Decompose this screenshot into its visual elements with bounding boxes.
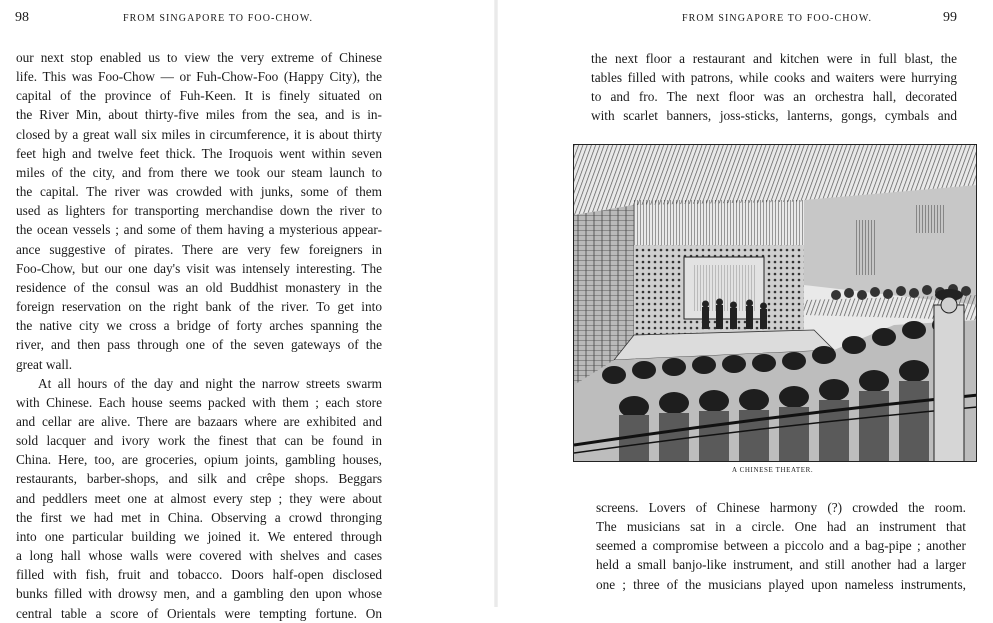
text-line: the ocean vessels ; and some of them having a mysterious appear- <box>16 222 382 238</box>
text-line: foreign reservation on the right bank of the river. To get into <box>16 299 382 315</box>
running-head: FROM SINGAPORE TO FOO-CHOW. <box>682 13 873 24</box>
body-text-bottom <box>596 498 966 594</box>
text-line: sold lacquer and ivory work the finest that can be found in <box>16 433 382 449</box>
text-line: our next stop enabled us to view the very extreme of Chinese <box>16 50 382 65</box>
page-number: 98 <box>15 10 29 25</box>
text-line: feet high and twelve feet thick. The Iroquois went within seven <box>16 145 382 161</box>
text-line: with Chinese. Each house seems packed with them ; each store <box>16 394 382 410</box>
text-line: one ; three of the musicians played upon nameless instruments, <box>596 576 966 592</box>
paragraph-1 <box>16 48 382 374</box>
right-page <box>497 0 993 607</box>
text-line: capital of the province of Fuh-Keen. It is finely situated on <box>16 88 382 104</box>
chinese-theater-engraving <box>573 144 977 462</box>
text-line: the native city we cross a bridge of forty arches spanning the <box>16 318 382 334</box>
paragraph-2 <box>16 374 382 623</box>
text-line: filled with fish, fruit and tobacco. Doors half-open disclosed <box>16 567 382 583</box>
text-line: closed by a great wall six miles in circumference, it is about thirty <box>16 126 382 142</box>
text-line: screens. Lovers of Chinese harmony (?) crowded the room. <box>596 500 966 515</box>
running-head: FROM SINGAPORE TO FOO-CHOW. <box>123 13 314 24</box>
text-line: with scarlet banners, joss-sticks, lanterns, gongs, cymbals and <box>591 108 957 124</box>
text-line: China. Here, too, are groceries, opium joints, gambling houses, <box>16 452 382 468</box>
text-line: and cellar are alive. There are bazaars where are exhibited and <box>16 413 382 429</box>
text-line: the next floor a restaurant and kitchen were in full blast, the <box>591 51 957 66</box>
text-line: great wall. <box>16 356 73 372</box>
body-text <box>16 48 382 623</box>
text-line: the capital. The river was crowded with junks, some of them <box>16 184 382 200</box>
text-line: to and fro. The next floor was an orchestra hall, decorated <box>591 89 957 105</box>
text-line: a long hall whose walls were covered with shelves and cases <box>16 548 382 564</box>
text-line: into one particular building we joined it. We entered through <box>16 528 382 544</box>
text-line: life. This was Foo-Chow — or Fuh-Chow-Foo (Happy City), the <box>16 69 382 85</box>
text-line: ance suggestive of pirates. There are very few foreigners in <box>16 241 382 257</box>
text-line: central table a score of Orientals were tempting fortune. On <box>16 605 382 621</box>
text-line: At all hours of the day and night the narrow streets swarm <box>38 375 382 391</box>
text-line: residence of the consul was an old Buddhist monastery in the <box>16 279 382 295</box>
text-line: river, and then pass through one of the seven gateways of the <box>16 337 382 353</box>
text-line: seemed a compromise between a piccolo and a bag-pipe ; another <box>596 538 966 554</box>
left-page <box>0 0 496 621</box>
body-text-top <box>591 49 957 126</box>
text-line: the River Min, about thirty-five miles from the sea, and is in- <box>16 107 382 123</box>
text-line: held a small banjo-like instrument, and still another had a larger <box>596 557 966 573</box>
text-line: the first we had met in China. Observing a crowd thronging <box>16 509 382 525</box>
illustration-caption: A CHINESE THEATER. <box>732 466 814 474</box>
page-number: 99 <box>943 10 957 25</box>
text-line: used as lighters for transporting merchandise down the river to <box>16 203 382 219</box>
text-line: miles of the city, and from there we took our steam launch to <box>16 164 382 180</box>
text-line: The musicians sat in a circle. One had an instrument that <box>596 519 966 535</box>
text-line: bunks filled with drowsy men, and a gambling den upon whose <box>16 586 382 602</box>
text-line: restaurants, barber-shops, and silk and crêpe shops. Beggars <box>16 471 382 487</box>
text-line: tables filled with patrons, while cooks and waiters were hurrying <box>591 70 957 86</box>
text-line: and peddlers meet one at almost every step ; they were about <box>16 490 382 506</box>
text-line: Foo-Chow, but our one day's visit was intensely interesting. The <box>16 260 382 276</box>
